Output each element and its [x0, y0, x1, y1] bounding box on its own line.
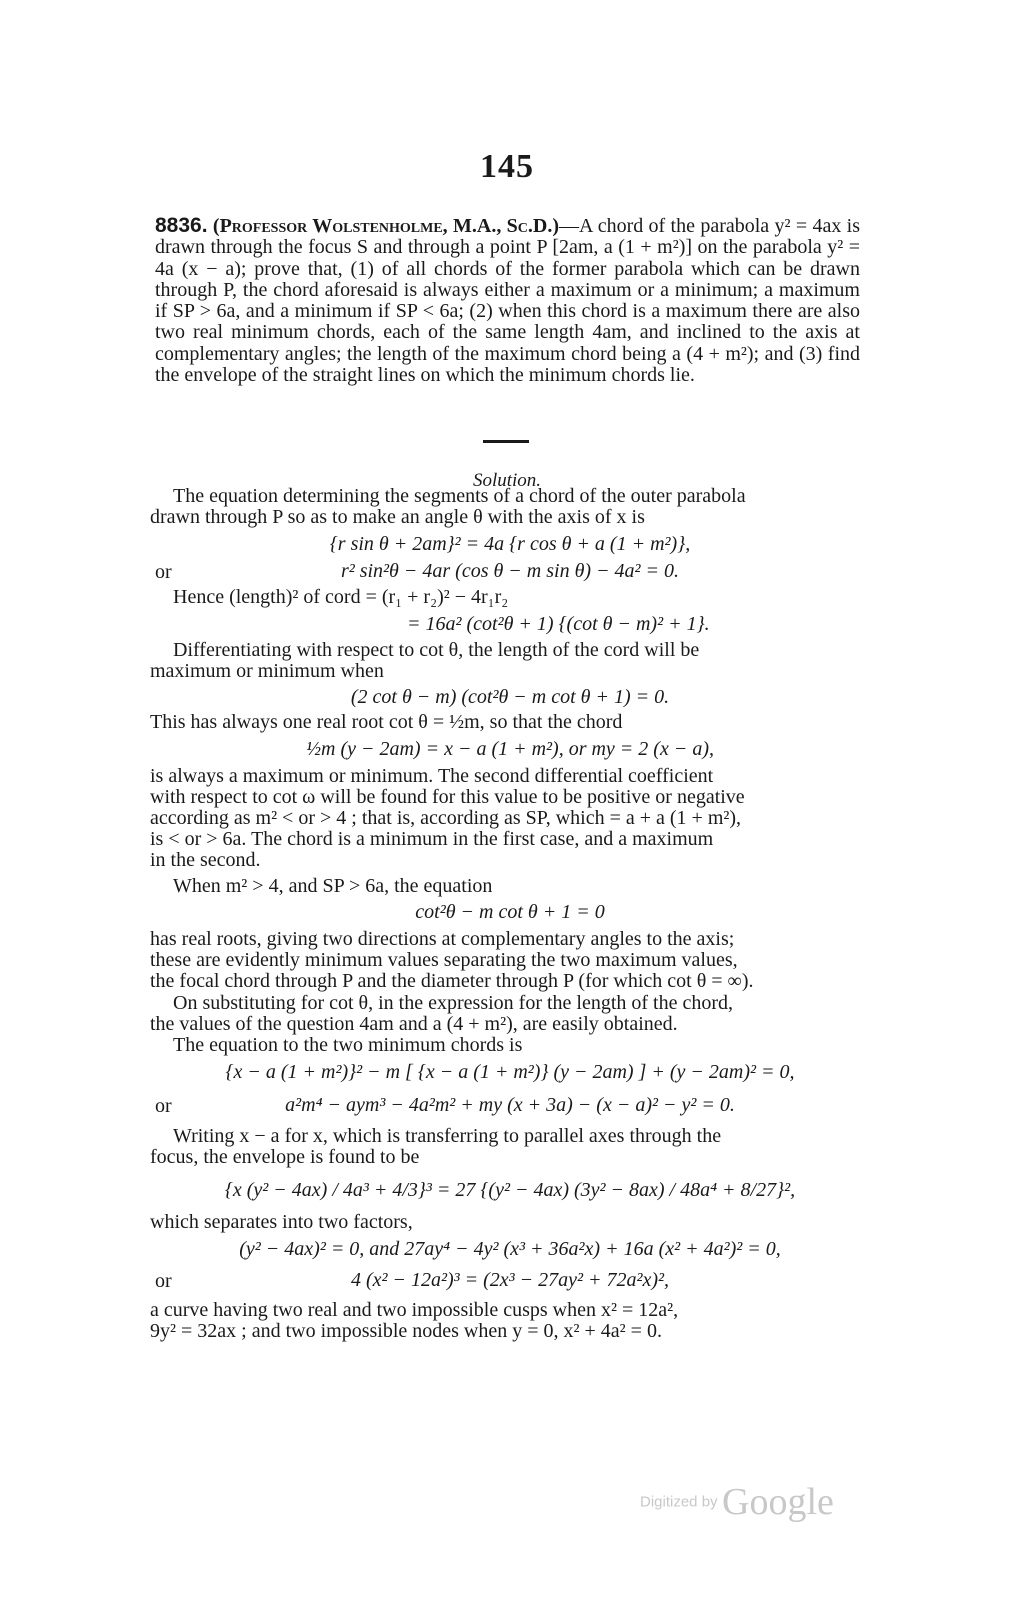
equation: cot²θ − m cot θ + 1 = 0: [415, 901, 605, 923]
or-label: or: [155, 1095, 172, 1117]
solution-line: Differentiating with respect to cot θ, the length of the cord will be: [173, 639, 700, 661]
equation: (y² − 4ax)² = 0, and 27ay⁴ − 4y² (x³ + 36a²x) + 16a (x² + 4a²)² = 0,: [239, 1238, 781, 1260]
watermark-prefix: Digitized by: [640, 1493, 718, 1511]
solution-line: is < or > 6a. The chord is a minimum in the first case, and a maximum: [150, 828, 714, 850]
solution-line: has real roots, giving two directions at complementary angles to the axis;: [150, 928, 735, 950]
or-label: or: [155, 1270, 172, 1292]
solution-line: these are evidently minimum values separating the two maximum values,: [150, 949, 738, 971]
equation: 4 (x² − 12a²)³ = (2x³ − 27ay² + 72a²x)²,: [350, 1269, 670, 1291]
equation: ½m (y − 2am) = x − a (1 + m²), or my = 2 (x − a),: [306, 738, 714, 760]
solution-line: On substituting for cot θ, in the expression for the length of the chord,: [173, 992, 734, 1014]
equation: = 16a² (cot²θ + 1) {(cot θ − m)² + 1}.: [407, 613, 710, 635]
problem-text: —A chord of the parabola y² = 4ax is drawn through the focus S and through a point P [2am, a (1 + m²)] on the parabola y² = 4a (x − a); prove that, (1) of all chords of the former parabola which can be drawn through P, the chord aforesaid is always either a maximum or a minimum; a maximum if SP > 6a, and a minimum if SP < 6a; (2) when this chord is a maximum there are also two real minimum chords, each of the same length 4am, and inclined to the axis at complementary angles; the length of the maximum chord being a (4 + m²); and (3) find the envelope of the straight lines on which the minimum chords lie.: [155, 215, 861, 387]
section-divider: [483, 440, 529, 443]
equation: {x (y² − 4ax) / 4a³ + 4/3}³ = 27 {(y² − 4ax) (3y² − 8ax) / 48a⁴ + 8/27}²,: [224, 1179, 796, 1201]
solution-line: When m² > 4, and SP > 6a, the equation: [173, 875, 493, 897]
problem-author: (Professor Wolstenholme, M.A., Sc.D.): [212, 215, 560, 237]
equation: (2 cot θ − m) (cot²θ − m cot θ + 1) = 0.: [350, 686, 670, 708]
problem-number: 8836.: [155, 214, 208, 237]
solution-line: is always a maximum or minimum. The second differential coefficient: [150, 765, 714, 787]
or-label: or: [155, 561, 172, 583]
google-logo: Google: [722, 1481, 834, 1523]
solution-line: The equation to the two minimum chords is: [173, 1034, 523, 1056]
solution-line: focus, the envelope is found to be: [150, 1146, 420, 1168]
solution-line: which separates into two factors,: [150, 1211, 413, 1233]
solution-line: 9y² = 32ax ; and two impossible nodes when y = 0, x² + 4a² = 0.: [150, 1320, 662, 1342]
equation: {r sin θ + 2am}² = 4a {r cos θ + a (1 + m²)},: [329, 533, 691, 555]
solution-line: according as m² < or > 4 ; that is, according as SP, which = a + a (1 + m²),: [150, 807, 742, 829]
equation: {x − a (1 + m²)}² − m [ {x − a (1 + m²)} (y − 2am) ] + (y − 2am)² = 0,: [225, 1061, 795, 1083]
solution-line: This has always one real root cot θ = ½m, so that the chord: [150, 711, 623, 733]
solution-title: Solution.: [472, 470, 542, 491]
solution-line: in the second.: [150, 849, 261, 871]
solution-line: The equation determining the segments of a chord of the outer parabola: [173, 485, 746, 507]
page-number: 145: [480, 148, 534, 185]
solution-line: Hence (length)² of cord = (r₁ + r₂)² − 4r₁r₂: [173, 586, 509, 608]
solution-line: Writing x − a for x, which is transferring to parallel axes through the: [173, 1125, 722, 1147]
solution-line: a curve having two real and two impossible cusps when x² = 12a²,: [150, 1299, 679, 1321]
solution-line: the focal chord through P and the diameter through P (for which cot θ = ∞).: [150, 970, 754, 992]
solution-line: maximum or minimum when: [150, 660, 384, 682]
solution-line: drawn through P so as to make an angle θ with the axis of x is: [150, 506, 645, 528]
solution-line: with respect to cot ω will be found for this value to be positive or negative: [150, 786, 745, 808]
digitized-watermark: [640, 1480, 834, 1524]
problem-statement: [155, 215, 860, 386]
equation: r² sin²θ − 4ar (cos θ − m sin θ) − 4a² = 0.: [340, 560, 680, 582]
equation: a²m⁴ − aym³ − 4a²m² + my (x + 3a) − (x − a)² − y² = 0.: [285, 1094, 735, 1116]
solution-line: the values of the question 4am and a (4 + m²), are easily obtained.: [150, 1013, 678, 1035]
